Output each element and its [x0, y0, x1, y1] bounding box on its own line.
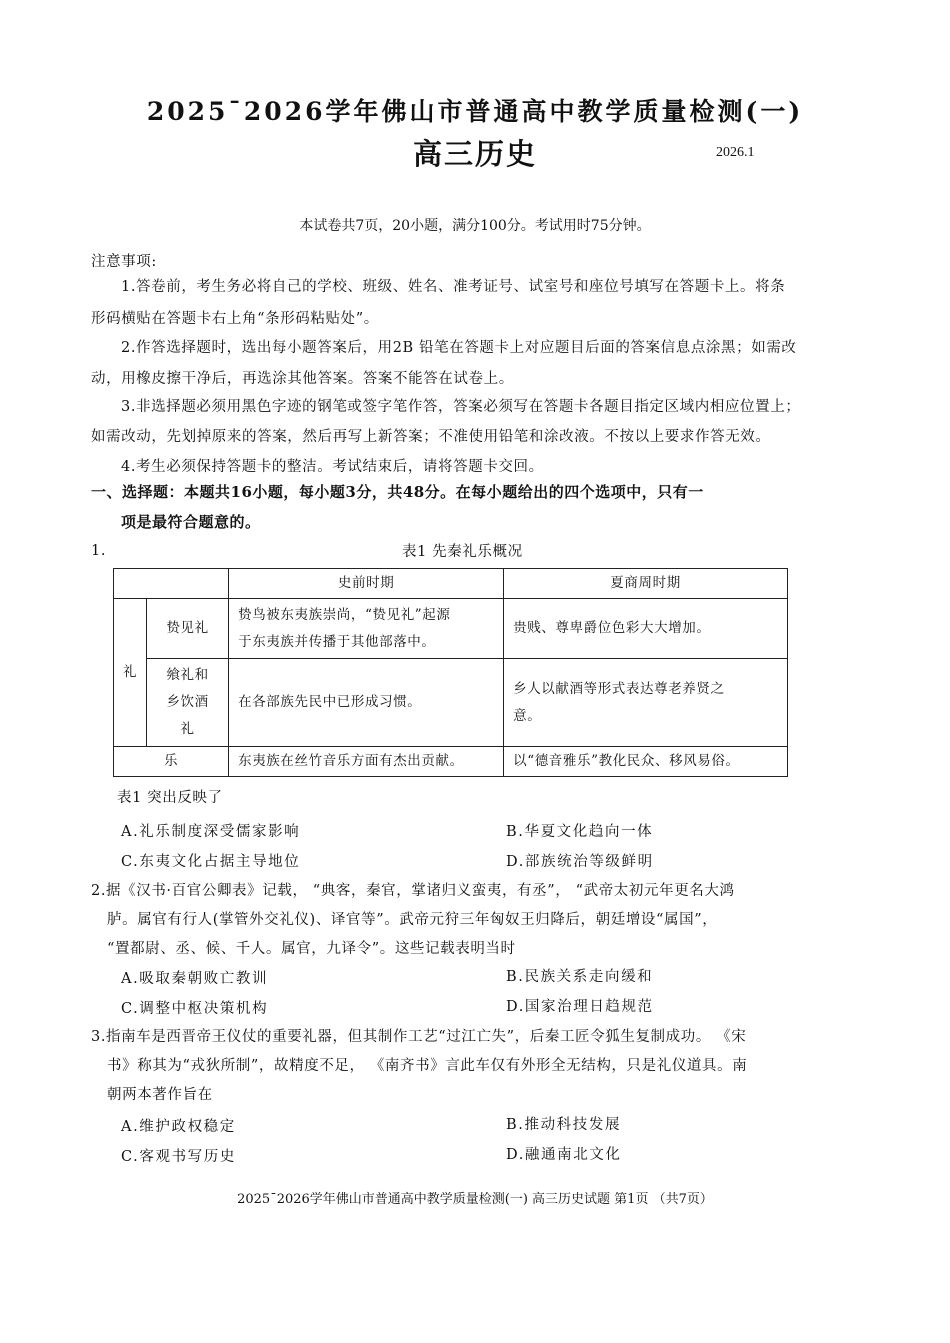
option-a[interactable]: A.维护政权稳定: [121, 1119, 236, 1135]
table-header-xia-shang-zhou: 夏商周时期: [504, 569, 788, 599]
notice-line: 动，用橡皮擦干净后，再选涂其他答案。答案不能答在试卷上。: [91, 371, 514, 387]
section-heading: 一、选择题：本题共16小题，每小题3分，共48分。在每小题给出的四个选项中，只有一: [91, 483, 704, 501]
notice-line: 1.答卷前，考生务必将自己的学校、班级、姓名、准考证号、试室号和座位号填写在答题卡上。将条: [121, 279, 786, 295]
question-text: 2.据《汉书·百官公卿表》记载， “典客，秦官，掌诸归义蛮夷，有丞”， “武帝太初元年更名大鸿: [91, 883, 735, 899]
notice-line: 3.非选择题必须用黑色字迹的钢笔或签字笔作答，答案必须写在答题卡各题目指定区域内相应位置上；: [121, 399, 801, 415]
table-cell: [229, 599, 504, 659]
question-text: 胪。属官有行人(掌管外交礼仪)、译官等”。武帝元狩三年匈奴王归降后，朝廷增设“属国”，: [107, 912, 718, 928]
exam-info: 本试卷共7页，20小题，满分100分。考试用时75分钟。: [299, 218, 651, 234]
option-b[interactable]: B.推动科技发展: [506, 1117, 622, 1133]
exam-title: 2025¯2026学年佛山市普通高中教学质量检测(一): [146, 97, 804, 126]
table-header-prehistoric: 史前时期: [229, 569, 504, 599]
question-number: 1.: [91, 543, 107, 559]
table-cell-line: 飨礼和: [166, 667, 209, 683]
table-cell-line: 乡人以献酒等形式表达尊老养贤之: [513, 680, 725, 697]
option-b[interactable]: B.民族关系走向缓和: [506, 969, 654, 985]
table-row-name: 乐: [114, 747, 229, 777]
table-cell-line: 贽鸟被东夷族崇尚，“贽见礼”起源: [238, 606, 451, 623]
table-cell-line: 意。: [513, 707, 542, 724]
table-cell: 在各部族先民中已形成习惯。: [229, 659, 504, 747]
option-b[interactable]: B.华夏文化趋向一体: [506, 824, 654, 840]
question-text: 朝两本著作旨在: [107, 1087, 213, 1103]
question-text: 书》称其为“戎狄所制”，故精度不足， 《南齐书》言此车仅有外形全无结构，只是礼仪道具。南: [107, 1058, 748, 1074]
table-cell-line: 礼: [180, 721, 195, 737]
table-corner: [114, 569, 229, 599]
table-cell: 以“德音雅乐”教化民众、移风易俗。: [504, 747, 788, 777]
exam-subject: 高三历史: [412, 137, 537, 171]
page-footer: 2025¯2026学年佛山市普通高中教学质量检测(一) 高三历史试题 第1页 （共7页）: [237, 1192, 713, 1207]
notice-heading: 注意事项:: [91, 254, 157, 270]
table-row-name: 贽见礼: [147, 599, 229, 659]
table-cell: [504, 659, 788, 747]
question-text: 3.指南车是西晋帝王仪仗的重要礼器，但其制作工艺“过江亡失”，后秦工匠令狐生复制成功。 《宋: [91, 1029, 747, 1045]
notice-line: 形码横贴在答题卡右上角“条形码粘贴处”。: [91, 311, 379, 327]
notice-line: 4.考生必须保持答题卡的整洁。考试结束后，请将答题卡交回。: [121, 459, 544, 475]
option-c[interactable]: C.调整中枢决策机构: [121, 1001, 269, 1017]
table-cell-line: 于东夷族并传播于其他部落中。: [238, 633, 436, 650]
notice-line: 如需改动，先划掉原来的答案，然后再写上新答案；不准使用铅笔和涂改液。不按以上要求作答无效。: [91, 429, 771, 445]
ritual-music-table: [113, 568, 788, 777]
section-heading-cont: 项是最符合题意的。: [121, 513, 261, 531]
question-text: “置都尉、丞、候、千人。属官，九译令”。这些记载表明当时: [107, 941, 516, 957]
option-c[interactable]: C.客观书写历史: [121, 1149, 236, 1165]
exam-date: 2026.1: [716, 145, 755, 160]
table-cell: 东夷族在丝竹音乐方面有杰出贡献。: [229, 747, 504, 777]
option-a[interactable]: A.吸取秦朝败亡教训: [121, 971, 269, 987]
option-c[interactable]: C.东夷文化占据主导地位: [121, 854, 301, 870]
question-stem: 表1 突出反映了: [117, 790, 223, 806]
table-cell-line: 乡饮酒: [166, 694, 209, 710]
option-a[interactable]: A.礼乐制度深受儒家影响: [121, 824, 301, 840]
table-group-li: 礼: [114, 599, 147, 747]
notice-line: 2.作答选择题时，选出每小题答案后，用2B 铅笔在答题卡上对应题目后面的答案信息点涂黑；如需改: [121, 340, 797, 356]
option-d[interactable]: D.部族统治等级鲜明: [506, 854, 654, 870]
table-row-name: [147, 659, 229, 747]
option-d[interactable]: D.国家治理日趋规范: [506, 999, 654, 1015]
option-d[interactable]: D.融通南北文化: [506, 1147, 622, 1163]
table-cell: 贵贱、尊卑爵位色彩大大增加。: [504, 599, 788, 659]
table-caption: 表1 先秦礼乐概况: [402, 544, 523, 560]
